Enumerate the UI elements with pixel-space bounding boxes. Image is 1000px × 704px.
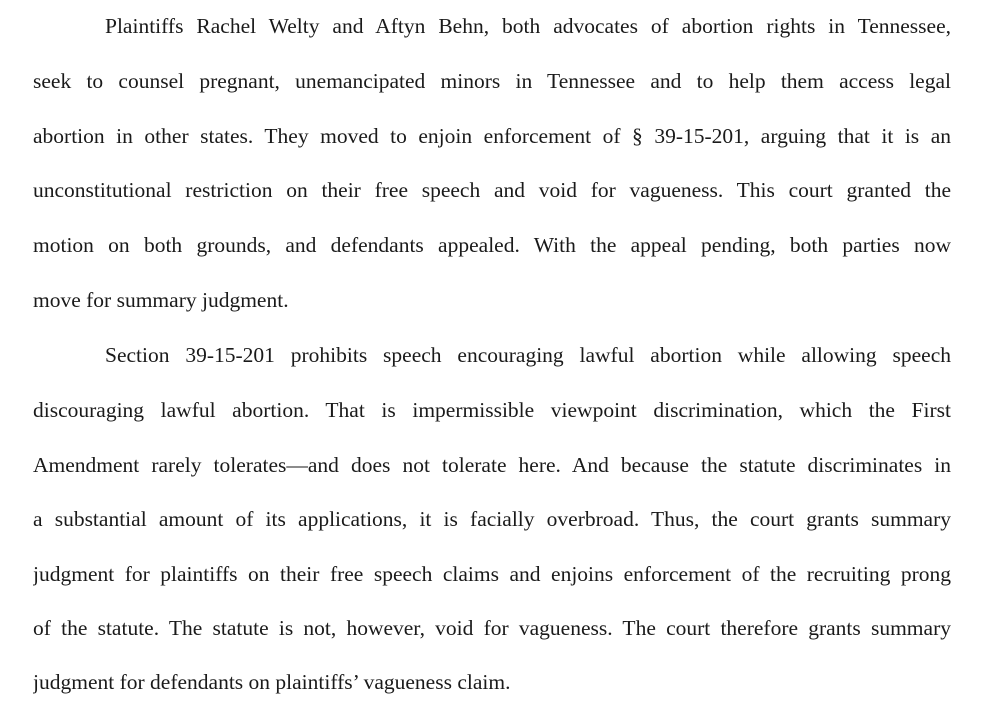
paragraph-line: move for summary judgment. bbox=[33, 288, 289, 312]
paragraph-line: motion on both grounds, and defendants appealed. With the appeal pending, both parties now bbox=[33, 233, 951, 257]
paragraph-line: Plaintiffs Rachel Welty and Aftyn Behn, both advocates of abortion rights in Tennessee, bbox=[105, 14, 951, 38]
paragraph-line: discouraging lawful abortion. That is impermissible viewpoint discrimination, which the First bbox=[33, 398, 951, 422]
paragraph-line: Amendment rarely tolerates—and does not tolerate here. And because the statute discriminates in bbox=[33, 453, 951, 477]
paragraph-line: seek to counsel pregnant, unemancipated minors in Tennessee and to help them access legal bbox=[33, 69, 951, 93]
paragraph-line: abortion in other states. They moved to enjoin enforcement of § 39-15-201, arguing that it is an bbox=[33, 124, 951, 148]
paragraph-line: judgment for plaintiffs on their free speech claims and enjoins enforcement of the recruiting prong bbox=[33, 562, 951, 586]
paragraph-line: of the statute. The statute is not, however, void for vagueness. The court therefore grants summary bbox=[33, 616, 951, 640]
paragraph-line: Section 39-15-201 prohibits speech encouraging lawful abortion while allowing speech bbox=[105, 343, 951, 367]
paragraph-line: unconstitutional restriction on their free speech and void for vagueness. This court granted the bbox=[33, 178, 951, 202]
paragraph-line: judgment for defendants on plaintiffs’ vagueness claim. bbox=[33, 670, 511, 694]
paragraph-line: a substantial amount of its applications, it is facially overbroad. Thus, the court grants summary bbox=[33, 507, 951, 531]
